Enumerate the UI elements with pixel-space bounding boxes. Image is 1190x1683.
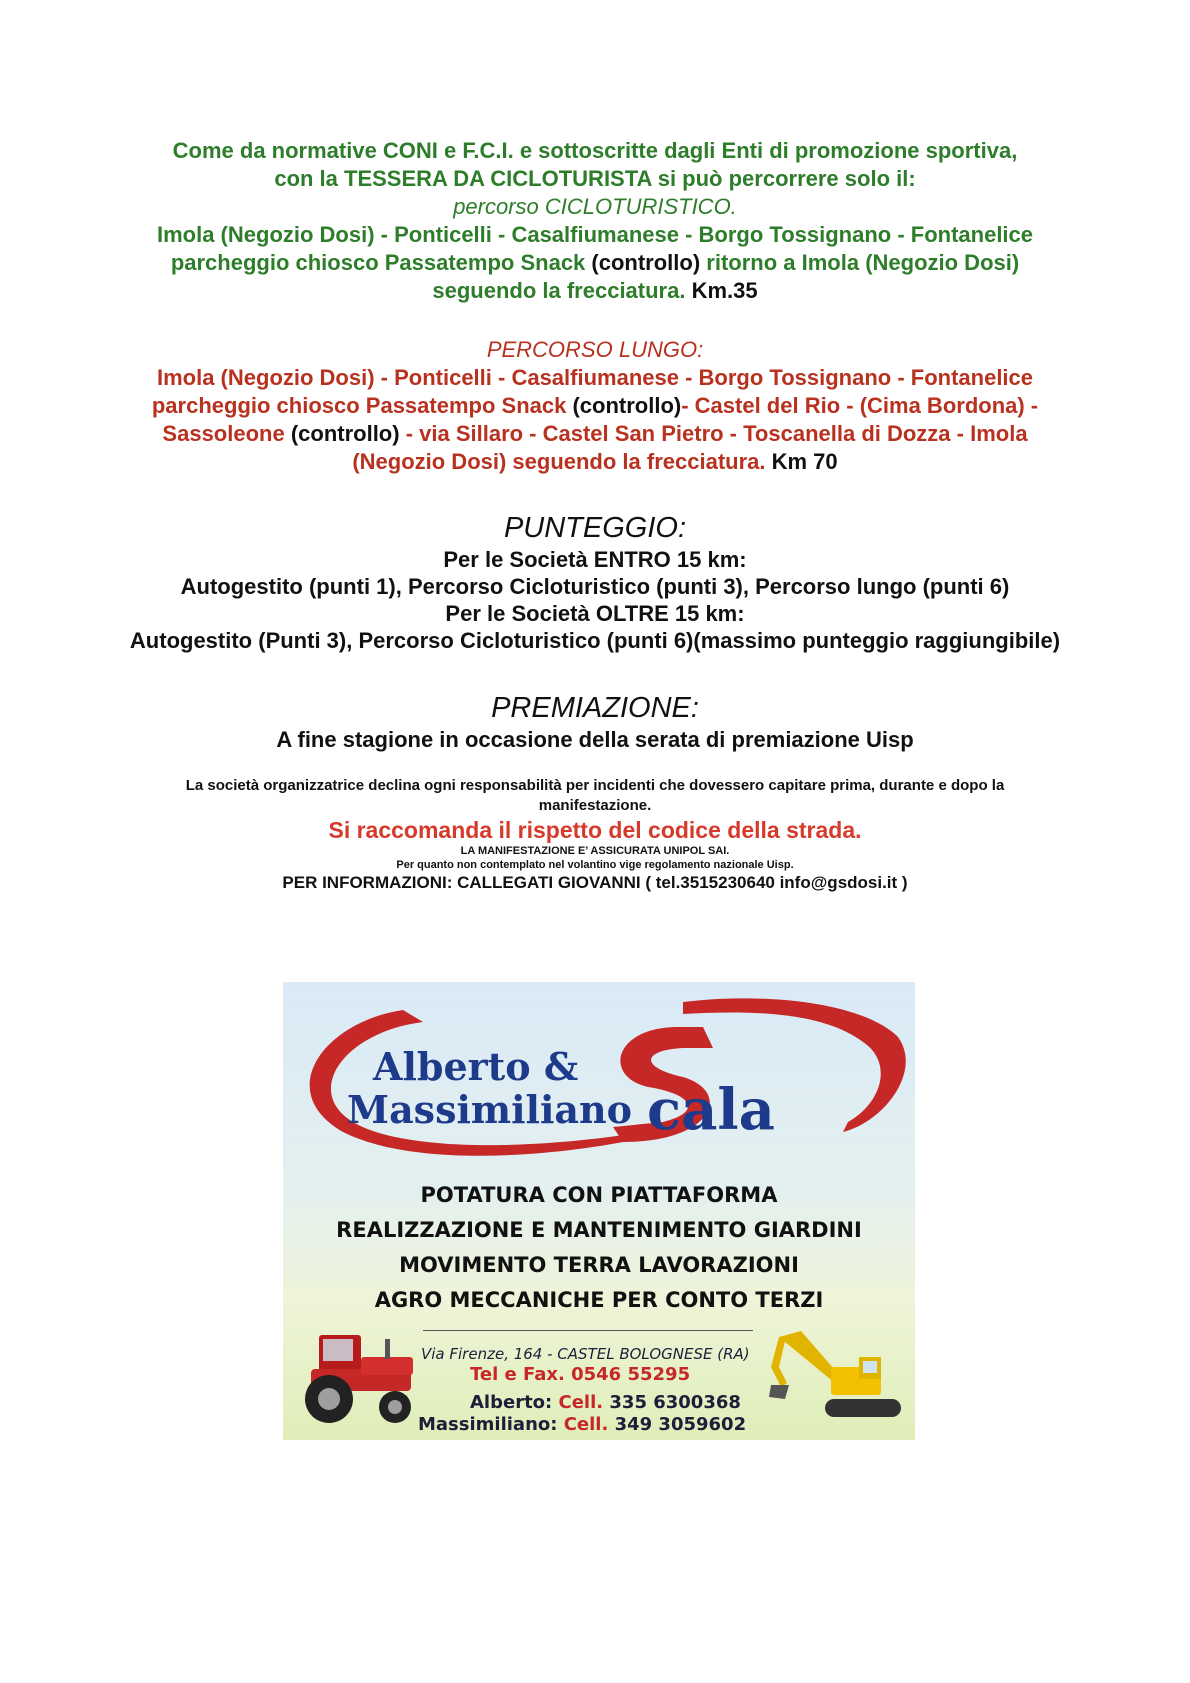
route-line: Imola (Negozio Dosi) - Ponticelli - Casalfiumanese - Borgo Tossignano - Fontanelice: [156, 365, 1034, 390]
tractor-icon: [291, 1317, 421, 1427]
punteggio-section: [0, 510, 1190, 654]
ad-massimiliano-cell: Massimiliano: Cell. 349 3059602: [418, 1414, 747, 1435]
normative-line: Come da normative CONI e F.C.I. e sottoscritte dagli Enti di promozione sportiva,: [172, 138, 1018, 163]
assicurata-line: LA MANIFESTAZIONE E’ ASSICURATA UNIPOL SAI.: [460, 845, 730, 857]
regolamento-line: Per quanto non contemplato nel volantino vige regolamento nazionale Uisp.: [396, 859, 794, 871]
codice-strada-warning: Si raccomanda il rispetto del codice della strada.: [328, 817, 862, 843]
sponsor-ad: [283, 982, 915, 1440]
logo-alberto: Alberto &: [373, 1044, 579, 1089]
service-line: REALIZZAZIONE E MANTENIMENTO GIARDINI: [336, 1218, 862, 1242]
disclaimer-line: La società organizzatrice declina ogni responsabilità per incidenti che dovessero capitare prima, durante e dopo la: [185, 777, 1005, 794]
percorso-lungo-section: [0, 336, 1190, 476]
controllo-label: (controllo): [591, 250, 701, 275]
footer-section: [0, 776, 1190, 894]
service-line: POTATURA CON PIATTAFORMA: [420, 1183, 778, 1207]
route-line: Sassoleone (controllo) - via Sillaro - Castel San Pietro - Toscanella di Dozza - Imola: [162, 421, 1028, 446]
punteggio-line: Per le Società OLTRE 15 km:: [445, 601, 745, 626]
controllo-label: (controllo): [572, 393, 682, 418]
controllo-label: (controllo): [290, 421, 400, 446]
service-line: AGRO MECCANICHE PER CONTO TERZI: [374, 1288, 824, 1312]
logo-massimiliano: Massimiliano: [347, 1087, 633, 1132]
route-line: parcheggio chiosco Passatempo Snack (controllo)- Castel del Rio - (Cima Bordona) -: [151, 393, 1039, 418]
service-line: MOVIMENTO TERRA LAVORAZIONI: [399, 1253, 799, 1277]
disclaimer-line: manifestazione.: [538, 797, 652, 814]
percorso-cicloturistico-heading: percorso CICLOTURISTICO.: [453, 194, 737, 219]
ad-alberto-cell: Alberto: Cell. 335 6300368: [470, 1392, 741, 1413]
ad-tel-fax: Tel e Fax. 0546 55295: [470, 1364, 691, 1385]
punteggio-heading: PUNTEGGIO:: [503, 512, 687, 544]
percorso-lungo-heading: PERCORSO LUNGO:: [486, 337, 704, 362]
punteggio-line: Autogestito (Punti 3), Percorso Cicloturistico (punti 6)(massimo punteggio raggiungibile): [129, 628, 1061, 653]
premiazione-heading: PREMIAZIONE:: [491, 692, 699, 724]
distance-label: Km.35: [691, 278, 758, 303]
logo-scala: cala: [647, 1077, 775, 1143]
distance-label: Km 70: [771, 449, 838, 474]
punteggio-line: Autogestito (punti 1), Percorso Cicloturistico (punti 3), Percorso lungo (punti 6): [180, 574, 1010, 599]
punteggio-line: Per le Società ENTRO 15 km:: [443, 547, 747, 572]
premiazione-section: [0, 690, 1190, 753]
ad-address: Via Firenze, 164 - CASTEL BOLOGNESE (RA): [421, 1345, 750, 1363]
route-line: seguendo la frecciatura. Km.35: [432, 278, 758, 303]
tessera-line: con la TESSERA DA CICLOTURISTA si può percorrere solo il:: [274, 166, 916, 191]
cicloturistico-section: [0, 137, 1190, 305]
informazioni-line: PER INFORMAZIONI: CALLEGATI GIOVANNI ( tel.3515230640 info@gsdosi.it ): [282, 873, 908, 892]
premiazione-line: A fine stagione in occasione della serata di premiazione Uisp: [276, 727, 914, 752]
route-line: Imola (Negozio Dosi) - Ponticelli - Casalfiumanese - Borgo Tossignano - Fontanelice: [156, 222, 1034, 247]
route-line: parcheggio chiosco Passatempo Snack (controllo) ritorno a Imola (Negozio Dosi): [170, 250, 1020, 275]
route-line: (Negozio Dosi) seguendo la frecciatura. Km 70: [352, 449, 838, 474]
ad-divider: [423, 1330, 753, 1331]
excavator-icon: [761, 1327, 911, 1427]
